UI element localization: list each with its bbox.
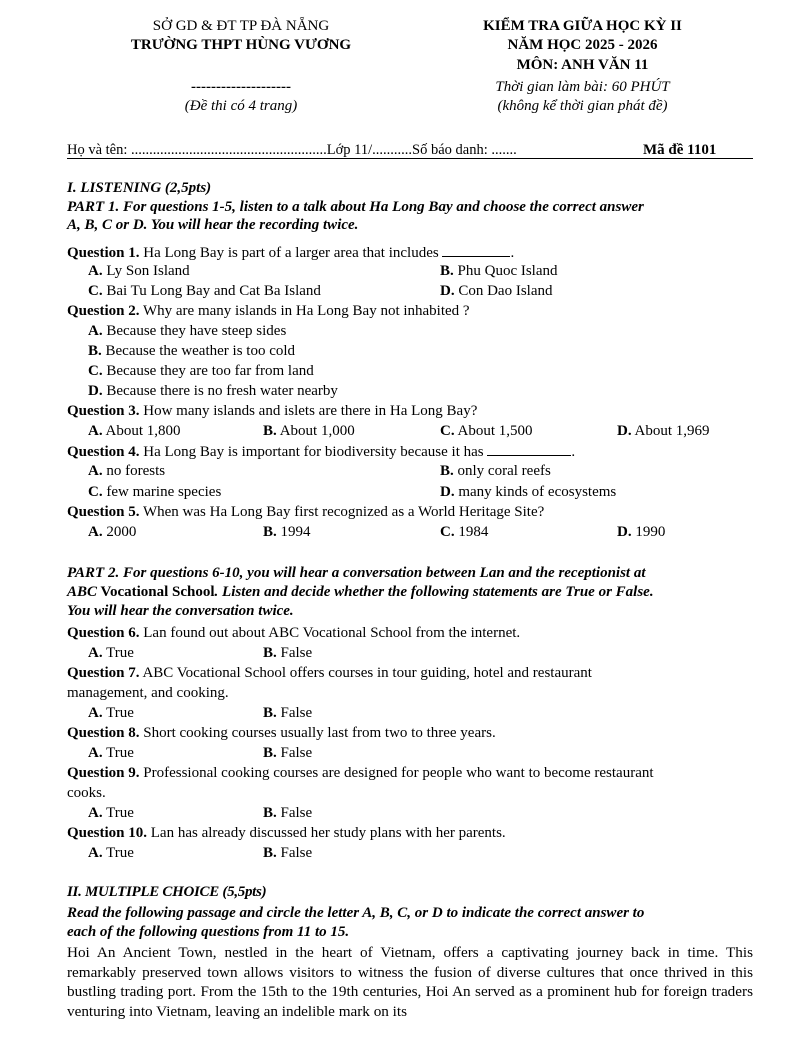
option-text: False [280,745,313,761]
option-text: Bai Tu Long Bay and Cat Ba Island [106,283,321,299]
question-text: Professional cooking courses are designed for people who want to become restaurant [139,765,654,781]
option-text: About 1,500 [457,423,533,439]
question-4 [67,443,575,461]
school-year: NĂM HỌC 2025 - 2026 [507,37,658,53]
option-letter: A. [88,745,103,761]
option-text: True [106,705,134,721]
option-text: About 1,969 [634,423,710,439]
option-text: False [280,705,313,721]
q3-option-a[interactable] [88,423,181,440]
option-text: Con Dao Island [458,283,553,299]
option-letter: B. [440,463,454,479]
question-text: Lan has already discussed her study plans with her parents. [147,825,506,841]
option-letter: A. [88,705,103,721]
option-letter: A. [88,323,103,339]
answer-blank [442,244,510,257]
question-9-cont: cooks. [67,785,106,801]
q5-option-b[interactable] [263,524,311,541]
option-text: True [106,845,134,861]
q1-option-d[interactable] [440,283,553,300]
q3-option-c[interactable] [440,423,533,440]
option-text: only coral reefs [457,463,551,479]
option-text: True [106,745,134,761]
option-text: Because there is no fresh water nearby [106,383,338,399]
question-7-cont: management, and cooking. [67,685,229,701]
q9-option-false[interactable] [263,805,312,822]
option-text: 2000 [106,524,137,540]
option-text: Phu Quoc Island [457,263,558,279]
section-multiple-choice-title: II. MULTIPLE CHOICE (5,5pts) [67,884,267,900]
q4-option-a[interactable] [88,463,165,480]
option-text: 1994 [280,524,311,540]
option-text: Because the weather is too cold [105,343,296,359]
q2-option-b[interactable] [88,343,295,360]
q9-option-true[interactable] [88,805,134,822]
q5-option-c[interactable] [440,524,488,541]
part1-instruction-line1: PART 1. For questions 1-5, listen to a talk about Ha Long Bay and choose the correct answer [67,199,644,215]
question-label: Question 7. [67,665,140,681]
school-abbrev: ABC [67,584,98,600]
student-info-line: Họ và tên: ......................................................Lớp 11/...........Số báo danh: ....... [67,142,517,158]
subject: MÔN: ANH VĂN 11 [516,57,649,73]
option-letter: A. [88,845,103,861]
question-text: ABC Vocational School offers courses in tour guiding, hotel and restaurant [139,665,592,681]
option-letter: A. [88,423,103,439]
q2-option-d[interactable] [88,383,338,400]
school-name-text: Vocational School [97,584,215,600]
q8-option-true[interactable] [88,745,134,762]
question-text: When was Ha Long Bay first recognized as a World Heritage Site? [139,504,545,520]
option-letter: B. [263,423,277,439]
option-letter: A. [88,463,103,479]
q2-option-a[interactable] [88,323,286,340]
page-count-note: (Đề thi có 4 trang) [184,98,298,114]
option-text: few marine species [106,484,222,500]
question-text: Ha Long Bay is part of a larger area that includes [139,245,439,261]
q4-option-b[interactable] [440,463,551,480]
option-text: many kinds of ecosystems [458,484,617,500]
option-letter: A. [88,645,103,661]
option-letter: D. [88,383,103,399]
question-label: Question 8. [67,725,140,741]
q4-option-c[interactable] [88,484,221,501]
question-label: Question 1. [67,245,140,261]
part2-label: PART 2 [67,565,116,581]
option-letter: B. [440,263,454,279]
option-text: True [106,805,134,821]
option-letter: B. [263,524,277,540]
option-text: 1990 [635,524,666,540]
option-letter: D. [617,524,632,540]
student-line-rule [67,158,753,159]
part2-instruction-line2 [67,584,654,601]
q5-option-d[interactable] [617,524,665,541]
option-letter: C. [440,423,455,439]
option-text: False [280,845,313,861]
part1-instruction-line2: A, B, C or D. You will hear the recording twice. [67,217,359,233]
option-text: Because they have steep sides [106,323,287,339]
q7-option-true[interactable] [88,705,134,722]
exam-code: Mã đề 1101 [643,142,717,158]
option-letter: D. [440,484,455,500]
q10-option-false[interactable] [263,845,312,862]
question-label: Question 3. [67,403,140,419]
question-6 [67,625,520,642]
part2-text-cont: . Listen and decide whether the following statements are True or False. [214,584,654,600]
question-text: Lan found out about ABC Vocational School from the internet. [139,625,521,641]
reading-passage: Hoi An Ancient Town, nestled in the heart of Vietnam, offers a captivating journey back in time. This remarkably preserved town allows visitors to witness the fusion of diverse cultures that once thrived in this bustling trading port. From the 15th to the 19th centuries, Hoi An served as a prominent hub for foreign traders venturing into Vietnam, leaving an indelible mark on its [67,944,753,1020]
department-name: SỞ GD & ĐT TP ĐÀ NẴNG [152,18,330,34]
option-text: Ly Son Island [106,263,190,279]
header-dashes: -------------------- [191,79,291,95]
section2-instruction-line2: each of the following questions from 11 to 15. [67,924,350,940]
option-text: Because they are too far from land [106,363,314,379]
question-tail: . [571,444,576,460]
question-text: How many islands and islets are there in Ha Long Bay? [139,403,478,419]
question-text: Ha Long Bay is important for biodiversity because it has [139,444,484,460]
option-text: False [280,805,313,821]
exam-title: KIỂM TRA GIỮA HỌC KỲ II [483,18,682,34]
q2-option-c[interactable] [88,363,314,380]
question-9 [67,765,654,782]
option-letter: B. [263,705,277,721]
option-letter: B. [263,645,277,661]
section-listening-title: I. LISTENING (2,5pts) [67,180,212,196]
option-letter: A. [88,524,103,540]
q6-option-false[interactable] [263,645,312,662]
question-label: Question 5. [67,504,140,520]
option-letter: B. [263,845,277,861]
option-letter: D. [440,283,455,299]
question-5 [67,504,544,521]
q1-option-c[interactable] [88,283,321,300]
option-text: no forests [106,463,166,479]
option-letter: B. [263,805,277,821]
part2-text: . For questions 6-10, you will hear a conversation between Lan and the receptionist at [115,565,646,581]
option-letter: C. [88,484,103,500]
time-note: (không kể thời gian phát đề) [497,98,668,114]
time-limit: Thời gian làm bài: 60 PHÚT [495,79,670,95]
option-text: True [106,645,134,661]
question-label: Question 9. [67,765,140,781]
question-label: Question 4. [67,444,140,460]
q6-option-true[interactable] [88,645,134,662]
question-label: Question 6. [67,625,140,641]
option-letter: C. [88,283,103,299]
school-name: TRƯỜNG THPT HÙNG VƯƠNG [130,37,352,53]
option-letter: A. [88,805,103,821]
option-text: 1984 [458,524,489,540]
q3-option-d[interactable] [617,423,710,440]
q8-option-false[interactable] [263,745,312,762]
part2-instruction-line1 [67,565,646,582]
question-2 [67,303,470,320]
question-text: Why are many islands in Ha Long Bay not inhabited ? [139,303,470,319]
option-text: False [280,645,313,661]
question-text: Short cooking courses usually last from two to three years. [139,725,496,741]
question-tail: . [510,245,515,261]
section2-instruction-line1: Read the following passage and circle the letter A, B, C, or D to indicate the correct answer to [67,905,645,921]
option-letter: B. [263,745,277,761]
question-3 [67,403,477,420]
option-letter: B. [88,343,102,359]
q1-option-b[interactable] [440,263,558,280]
question-1 [67,244,514,262]
option-letter: C. [88,363,103,379]
option-text: About 1,000 [279,423,355,439]
q10-option-true[interactable] [88,845,134,862]
question-label: Question 2. [67,303,140,319]
question-label: Question 10. [67,825,148,841]
q1-option-a[interactable] [88,263,190,280]
q7-option-false[interactable] [263,705,312,722]
question-10 [67,825,506,842]
option-letter: C. [440,524,455,540]
q5-option-a[interactable] [88,524,136,541]
option-text: About 1,800 [105,423,181,439]
part2-instruction-line3: You will hear the conversation twice. [67,603,294,619]
question-7 [67,665,592,682]
option-letter: D. [617,423,632,439]
question-8 [67,725,496,742]
q3-option-b[interactable] [263,423,355,440]
answer-blank [487,443,571,456]
option-letter: A. [88,263,103,279]
q4-option-d[interactable] [440,484,616,501]
